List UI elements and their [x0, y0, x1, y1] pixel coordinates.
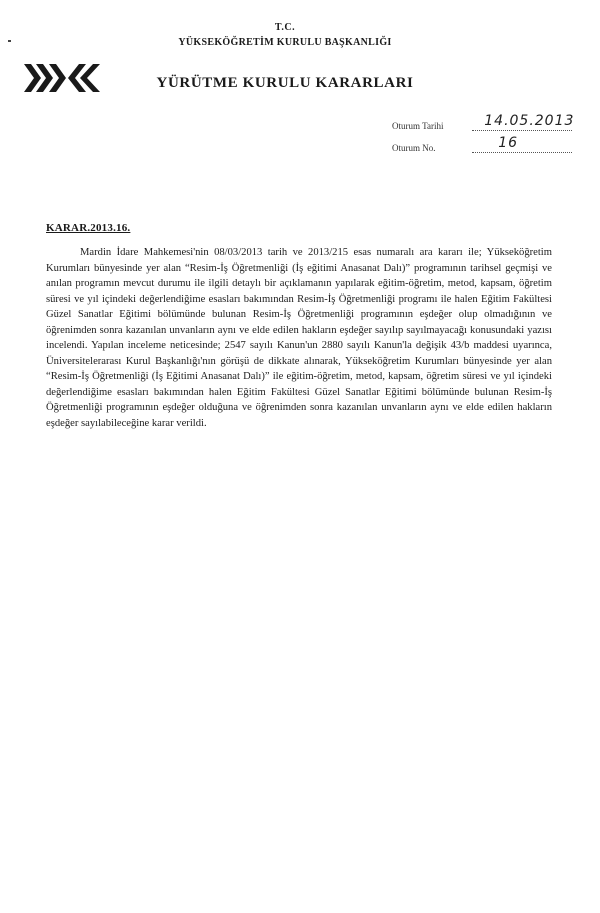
- decision-heading: KARAR.2013.16.: [46, 222, 131, 234]
- decision-paragraph: Mardin İdare Mahkemesi'nin 08/03/2013 tarih ve 2013/215 esas numaralı ara kararı ile; Yükseköğretim Kurumları bünyesinde yer alan “Resim-İş Öğretmenliği (İş eğitimi Anasanat Dalı)” programının tarihsel geçmişi ve anılan programın mevcut durumu ile ilgili detaylı bir açıklamanın yapılarak eğitim-öğretim, metod, kapsam, öğretim süresi ve yıl içindeki değerlendiğime esasları bakımından Resim-İş Öğretmenliği programı ile halen Eğitim Fakültesi Güzel Sanatlar Eğitimi bölümünde bulunan Resim-İş Öğretmenliği programının eşdeğer olup olmadığının ve öğrenimden sonra kazanılan unvanların aynı ve elde edilen hakların eşdeğer sayılıp sayılmayacağı konusundaki yazısı incelendi. Yapılan inceleme neticesinde; 2547 sayılı Kanun'un 2880 sayılı Kanun'la değişik 43/b maddesi uyarınca, Üniversitelerarası Kurul Başkanlığı'nın görüşü de dikkate alınarak, Yükseköğretim Kurumları bünyesinde yer alan “Resim-İş Öğretmenliği (İş Eğitimi Anasanat Dalı)” ile eğitim-öğretim, metod, kapsam, öğretim süresi ve yıl içindeki değerlendiğime esasları bakımından halen Eğitim Fakültesi Güzel Sanatlar Eğitimi bölümünde bulunan Resim-İş Öğretmenliği programının eşdeğer olduğuna ve öğrenimden sonra kazanılan unvanların aynı ve elde edilen hakların eşdeğer sayılabileceğine karar verildi.: [46, 247, 552, 429]
- yok-logo-icon: [22, 58, 102, 98]
- session-date-label: Oturum Tarihi: [392, 121, 444, 131]
- decision-body: [46, 245, 552, 431]
- session-number-value: 16: [498, 135, 519, 151]
- session-date-row: [392, 113, 575, 131]
- session-date-field: [472, 113, 575, 131]
- session-date-value: 14.05.2013: [484, 113, 575, 129]
- header-organization: YÜKSEKÖĞRETİM KURULU BAŞKANLIĞI: [178, 37, 392, 48]
- session-number-field: [472, 135, 572, 153]
- scan-speck: [8, 40, 11, 42]
- session-number-row: [392, 135, 572, 153]
- page-title: YÜRÜTME KURULU KARARLARI: [156, 75, 414, 91]
- header-tc: T.C.: [274, 22, 296, 33]
- session-number-label: Oturum No.: [392, 143, 436, 153]
